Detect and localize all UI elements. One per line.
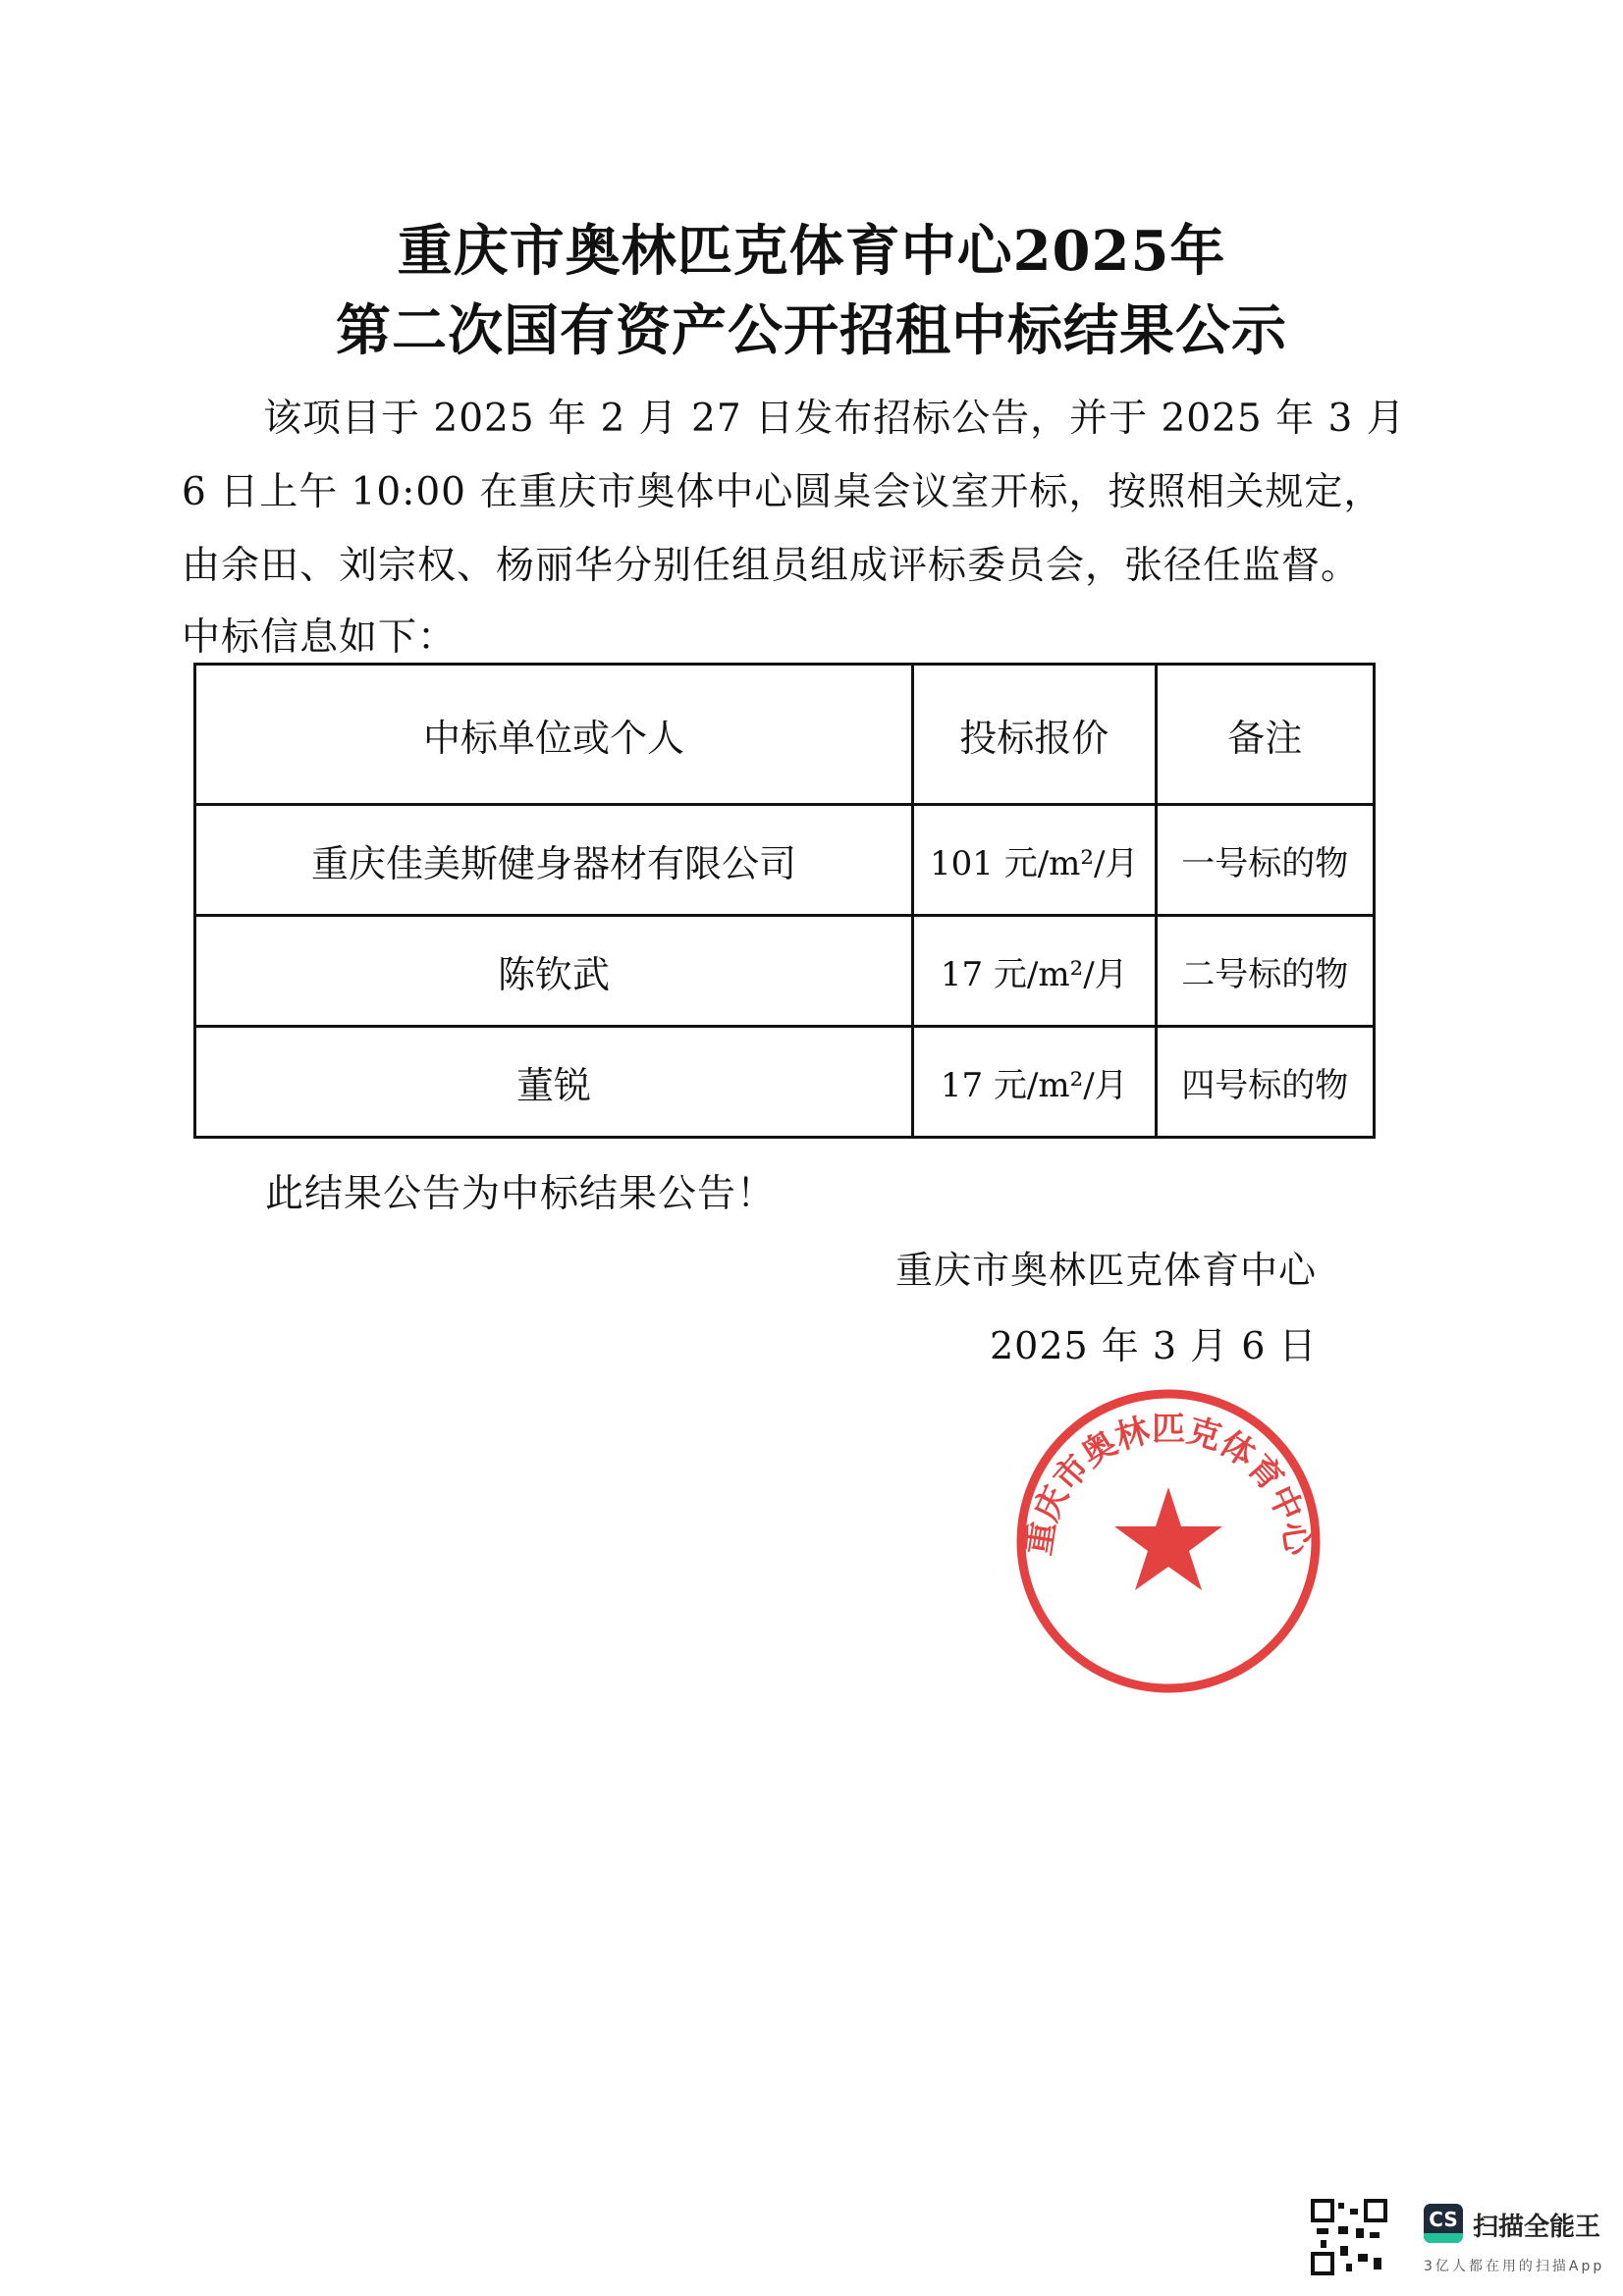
camscanner-logo-icon — [1424, 2204, 1463, 2243]
table-header-row — [195, 665, 1375, 805]
closing-text: 此结果公告为中标结果公告！ — [265, 1172, 777, 1216]
table-row — [195, 916, 1375, 1027]
note-cell: 二号标的物 — [1156, 916, 1374, 1027]
qr-code-icon — [1311, 2199, 1387, 2275]
table-row — [195, 805, 1375, 916]
body-line-1: 该项目于 2025 年 2 月 27 日发布招标公告，并于 2025 年 3 月 — [263, 397, 1406, 441]
title-line-2: 第二次国有资产公开招租中标结果公示 — [336, 298, 1287, 363]
svg-text:重庆市奥林匹克体育中心: 重庆市奥林匹克体育中心 — [1019, 1410, 1318, 1558]
title-line-1: 重庆市奥林匹克体育中心2025年 — [397, 219, 1226, 284]
header-note: 备注 — [1156, 665, 1374, 805]
price-cell: 101 元/m²/月 — [912, 805, 1156, 916]
header-winner: 中标单位或个人 — [195, 665, 913, 805]
signature-org: 重庆市奥林匹克体育中心 — [895, 1249, 1318, 1292]
winner-cell: 董锐 — [195, 1027, 913, 1138]
price-cell: 17 元/m²/月 — [912, 916, 1156, 1027]
price-cell: 17 元/m²/月 — [912, 1027, 1156, 1138]
signature-date: 2025 年 3 月 6 日 — [990, 1324, 1318, 1367]
body-line-2: 6 日上午 10:00 在重庆市奥体中心圆桌会议室开标，按照相关规定， — [182, 470, 1383, 514]
winner-cell: 重庆佳美斯健身器材有限公司 — [195, 805, 913, 916]
brand-name: 扫描全能王 — [1473, 2213, 1601, 2242]
official-seal-icon — [1011, 1384, 1325, 1698]
table-row — [195, 1027, 1375, 1138]
body-line-4: 中标信息如下： — [182, 615, 458, 660]
header-price: 投标报价 — [912, 665, 1156, 805]
body-line-3: 由余田、刘宗权、杨丽华分别任组员组成评标委员会，张径任监督。 — [182, 544, 1361, 588]
note-cell: 四号标的物 — [1156, 1027, 1374, 1138]
note-cell: 一号标的物 — [1156, 805, 1374, 916]
winner-cell: 陈钦武 — [195, 916, 913, 1027]
award-table — [193, 663, 1376, 1139]
brand-tagline: 3亿人都在用的扫描App — [1424, 2259, 1605, 2274]
logo-text: CS — [1429, 2208, 1458, 2231]
